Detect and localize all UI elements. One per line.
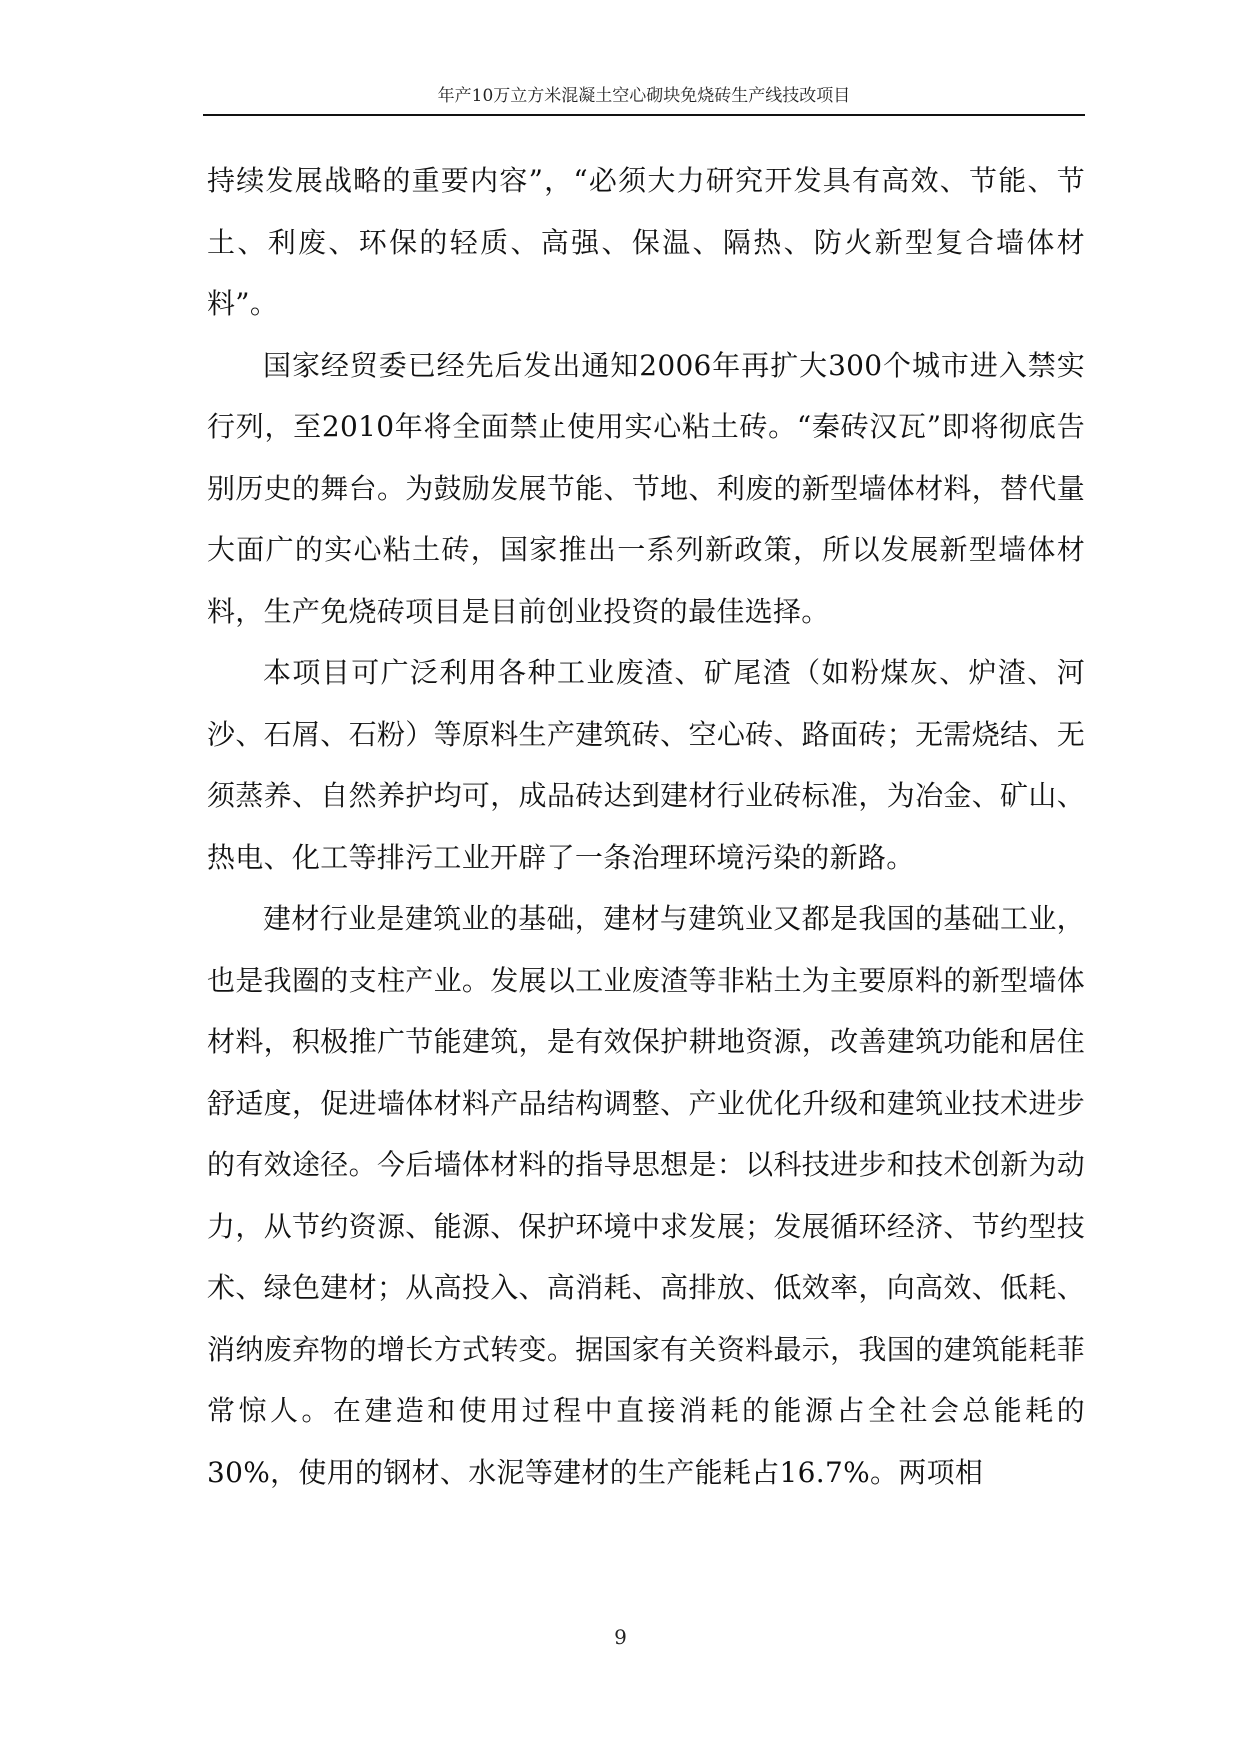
- page-header: [203, 84, 1085, 116]
- paragraph: 建材行业是建筑业的基础，建材与建筑业又都是我国的基础工业，也是我圈的支柱产业。发展以工业废渣等非粘土为主要原料的新型墙体材料，积极推广节能建筑，是有效保护耕地资源，改善建筑功能和居住舒适度，促进墙体材料产品结构调整、产业优化升级和建筑业技术进步的有效途径。今后墙体材料的指导思想是：以科技进步和技术创新为动力，从节约资源、能源、保护环境中求发展；发展循环经济、节约型技术、绿色建材；从高投入、高消耗、高排放、低效率，向高效、低耗、消纳废弃物的增长方式转变。据国家有关资料最示，我国的建筑能耗菲常惊人。在建造和使用过程中直接消耗的能源占全社会总能耗的30%，使用的钢材、水泥等建材的生产能耗占16.7%。两项相: [207, 902, 1085, 1489]
- document-body: [207, 150, 1085, 1503]
- page-number: 9: [614, 1625, 627, 1649]
- paragraph-continuation: 持续发展战略的重要内容”，“必须大力研究开发具有高效、节能、节土、利废、环保的轻质、高强、保温、隔热、防火新型复合墙体材料”。: [207, 164, 1085, 320]
- document-title: 年产10万立方米混凝土空心砌块免烧砖生产线技改项目: [437, 86, 851, 106]
- paragraph: 本项目可广泛利用各种工业废渣、矿尾渣（如粉煤灰、炉渣、河沙、石屑、石粉）等原料生产建筑砖、空心砖、路面砖；无需烧结、无须蒸养、自然养护均可，成品砖达到建材行业砖标准，为冶金、矿山、热电、化工等排污工业开辟了一条治理环境污染的新路。: [207, 656, 1085, 874]
- paragraph: 国家经贸委已经先后发出通知2006年再扩大300个城市进入禁实行列，至2010年将全面禁止使用实心粘土砖。“秦砖汉瓦”即将彻底告别历史的舞台。为鼓励发展节能、节地、利废的新型墙体材料，替代量大面广的实心粘土砖，国家推出一系列新政策，所以发展新型墙体材料，生产免烧砖项目是目前创业投资的最佳选择。: [207, 348, 1085, 628]
